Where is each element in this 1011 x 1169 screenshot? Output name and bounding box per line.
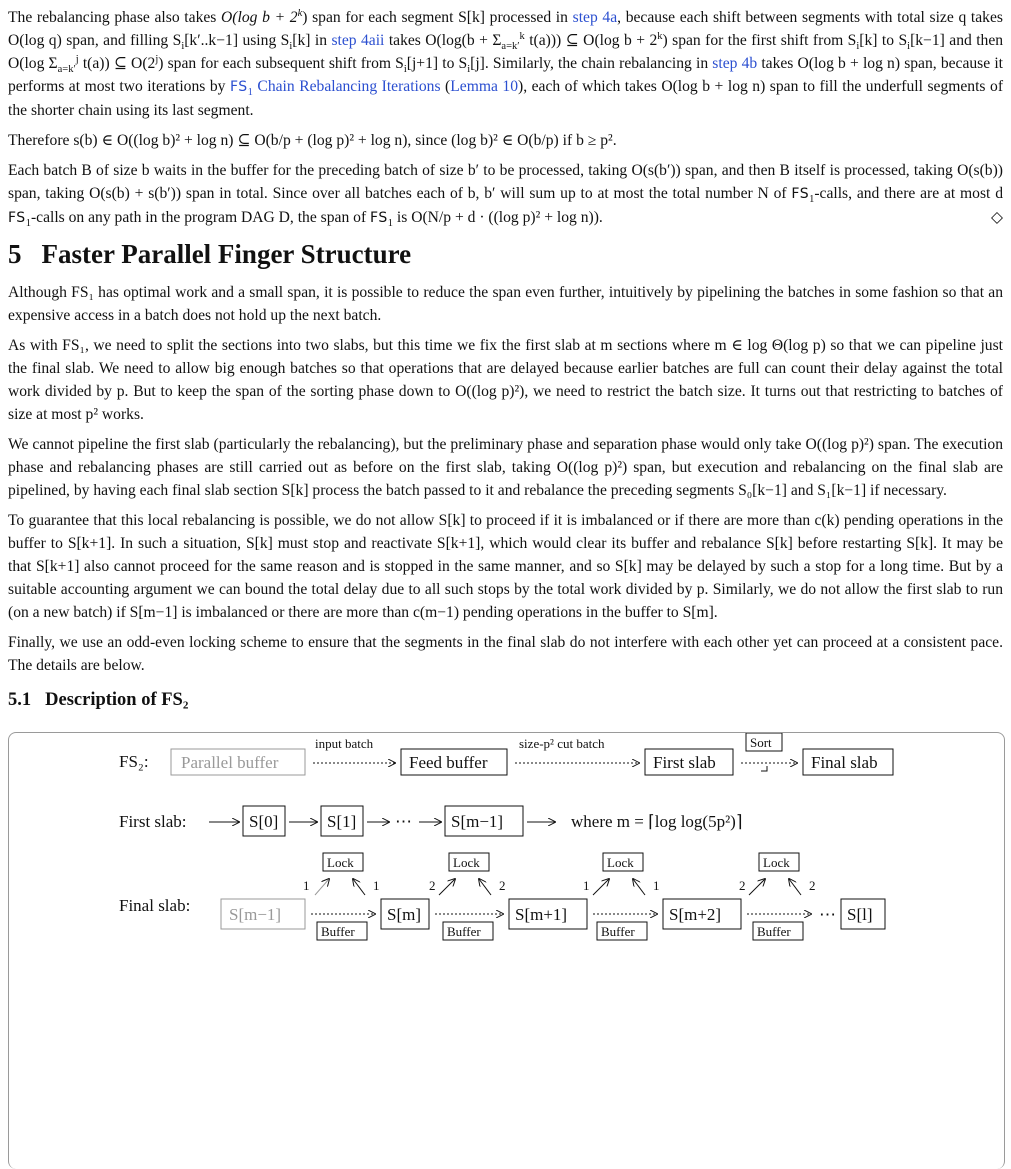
lock-arrow-left-3 — [593, 879, 609, 895]
link-step-4b[interactable]: step 4b — [712, 55, 758, 72]
sort-return-arrow — [761, 766, 767, 771]
text: is O(N/p + d · ((log p)² + log n)). — [393, 209, 603, 226]
text: [j+1] to S — [406, 55, 468, 72]
lock-num-right-1: 1 — [373, 878, 380, 893]
s0-label: S[0] — [249, 812, 279, 831]
link-step-4aii[interactable]: step 4aii — [331, 32, 385, 49]
text: , because each shift between segments with total size q takes O(log q) span, and filling S — [8, 9, 1003, 49]
final-slab-label: Final slab — [811, 753, 878, 772]
section-paragraph-2: As with FS₁, we need to split the sections into two slabs, but this time we fix the first slab at m sections where m ∈ log Θ(log p) so that we can pipeline just the final slab. We need to allow big enough batches so that operations that are delayed because earlier batches are full can count their delay against the total work divided by p. But to keep the span of the sorting phase down to O((log p)²), we need to restrict the batch size. It turns out that restricting to batches of size at most p² works. — [8, 337, 1003, 423]
link-text: Chain Rebalancing Iterations — [252, 78, 441, 95]
fs-symbol: FS — [229, 79, 248, 95]
text: [k′..k−1] using S — [184, 32, 290, 49]
lock-num-right-4: 2 — [809, 878, 816, 893]
buffer-label-2: Buffer — [447, 924, 481, 939]
sort-label: Sort — [750, 735, 772, 750]
smp1-label: S[m+1] — [515, 905, 568, 924]
paper-page — [8, 0, 1003, 727]
section-paragraph-3: We cannot pipeline the first slab (particularly the rebalancing), but the preliminary phase and separation phase would only take O((log p)²) span. The execution phase and rebalancing phases are still carried out as before on the first slab, taking O((log p)²) span, but execution and rebalancing on the final slab are pipelined, by having each final slab section S[k] process the batch passed to it and rebalance the preceding segments S₀[k−1] and S₁[k−1] if necessary. — [8, 436, 1003, 499]
section-number: 5 — [8, 239, 22, 269]
text: [k−1] and then O(log Σ — [8, 32, 1004, 72]
subsection-number: 5.1 — [8, 690, 32, 710]
lock-num-left-1: 1 — [303, 878, 310, 893]
link-step-4a[interactable]: step 4a — [572, 9, 618, 26]
row1-label: FS₂: — [119, 752, 149, 771]
lock-label-3: Lock — [607, 855, 634, 870]
final-sm1-label: S[m−1] — [229, 905, 282, 924]
lock-arrow-right-4 — [789, 879, 801, 895]
lock-arrow-left-1 — [315, 879, 329, 895]
math-sub: 1 — [25, 218, 31, 230]
section-heading — [8, 237, 1003, 271]
subsection-heading — [8, 687, 1003, 713]
fs2-diagram — [9, 733, 1004, 1169]
text: ) span for the first shift from S — [662, 32, 857, 49]
cut-batch-label: size-p² cut batch — [519, 736, 605, 751]
math-sub: i — [907, 41, 911, 53]
math-sub: i — [856, 41, 860, 53]
lock-num-left-2: 2 — [429, 878, 436, 893]
math-sub: 1 — [809, 194, 815, 206]
text: -calls, and there are at most d — [814, 185, 1003, 202]
math-sup: j — [155, 53, 159, 65]
text: [k] to S — [859, 32, 908, 49]
m-definition: where m = ⌈log log(5p²)⌉ — [571, 812, 743, 831]
text: ) span for each subsequent shift from S — [158, 55, 404, 72]
math-sub: i — [467, 64, 471, 76]
paragraph-batch-wait — [8, 159, 1003, 230]
math-sub: i — [289, 41, 293, 53]
lock-num-left-3: 1 — [583, 878, 590, 893]
buffer-label-4: Buffer — [757, 924, 791, 939]
text: [k] in — [292, 32, 332, 49]
text: takes O(log b + log n) span, because it performs at most two iterations by — [8, 55, 1003, 95]
text: ) span for each segment S[k] processed in — [302, 9, 573, 26]
text: t(a)) ⊆ O(2 — [78, 55, 156, 72]
final-dots: ⋯ — [819, 905, 836, 924]
math-sup: k — [519, 30, 525, 42]
text: The rebalancing phase also takes — [8, 9, 222, 26]
math-sub: i — [403, 64, 407, 76]
math-sub: i — [181, 41, 185, 53]
text: [j]. Similarly, the chain rebalancing in — [470, 55, 713, 72]
s1-label: S[1] — [327, 812, 357, 831]
math-sub: 1 — [247, 87, 253, 99]
math-sub: a=k′ — [57, 64, 76, 76]
buffer-label-1: Buffer — [321, 924, 355, 939]
parallel-buffer-label: Parallel buffer — [181, 753, 279, 772]
lock-arrow-right-1 — [353, 879, 365, 895]
sm1-label: S[m−1] — [451, 812, 504, 831]
fs-symbol: FS — [791, 186, 810, 202]
lock-arrow-right-2 — [479, 879, 491, 895]
smp2-label: S[m+2] — [669, 905, 722, 924]
text: ( — [440, 78, 451, 95]
first-slab-label: First slab — [653, 753, 716, 772]
lock-arrow-left-4 — [749, 879, 765, 895]
lock-arrow-right-3 — [633, 879, 645, 895]
lock-num-right-2: 2 — [499, 878, 506, 893]
feed-buffer-label: Feed buffer — [409, 753, 488, 772]
link-fs1-chain-rebalancing[interactable] — [229, 78, 441, 99]
qed-symbol: ◇ — [991, 209, 1003, 226]
fs-symbol: FS — [8, 210, 26, 226]
text: ), each of which takes O(log b + log n) span to fill the underfull segments of the shorter chain using its last segment. — [8, 78, 1004, 119]
lock-num-left-4: 2 — [739, 878, 746, 893]
paragraph-rebalancing-span — [8, 6, 1003, 122]
section-paragraph-4: To guarantee that this local rebalancing is possible, we do not allow S[k] to proceed if it is imbalanced or if there are more than c(k) pending operations in the buffer to S[k+1]. In such a situation, S[k] must stop and reactivate S[k+1], which would clear its buffer and rebalance S[k] before restarting S[k]. It may be that S[k+1] also cannot proceed for the same reason and is stopped in the same manner, and so S[k] may be delayed by such a stop for a long time. But by a suitable accounting argument we can bound the total delay due to all such stops by the total work divided by p. Similarly, we do not allow the first slab to run (on a new batch) if S[m−1] is imbalanced or there are more than c(m−1) pending operations in the buffer to S[m]. — [8, 512, 1003, 621]
math-sup: k — [657, 30, 663, 42]
math-sub: 1 — [387, 218, 393, 230]
math-sup: k — [297, 7, 303, 19]
text: t(a))) ⊆ O(log b + 2 — [524, 32, 658, 49]
link-lemma-10[interactable]: Lemma 10 — [450, 78, 518, 95]
text: takes O(log(b + Σ — [384, 32, 502, 49]
lock-arrow-left-2 — [439, 879, 455, 895]
lock-num-right-3: 1 — [653, 878, 660, 893]
text: -calls on any path in the program DAG D, the span of — [30, 209, 371, 226]
paragraph-therefore: Therefore s(b) ∈ O((log b)² + log n) ⊆ O(b/p + (log p)² + log n), since (log b)² ∈ O(b/p) if b ≥ p². — [8, 132, 617, 149]
fs-symbol: FS — [370, 210, 388, 226]
math: O(log b + 2 — [221, 9, 298, 26]
text: Each batch B of size b waits in the buffer for the preceding batch of size b′ to be processed, taking O(s(b′)) span, and then B itself is processed, taking O(s(b)) span, taking O(s(b) + s(b′)) span in total. Since over all batches each of b, b′ will sum up to at most the total number N of — [8, 162, 1003, 202]
sm-label: S[m] — [387, 905, 421, 924]
fs2-structure-figure — [8, 732, 1005, 1169]
math-sup: j — [75, 53, 79, 65]
lock-label-4: Lock — [763, 855, 790, 870]
section-paragraph-1: Although FS₁ has optimal work and a small span, it is possible to reduce the span even further, intuitively by pipelining the batches in some fashion so that an expensive access in a batch does not hold up the next batch. — [8, 284, 1003, 324]
buffer-label-3: Buffer — [601, 924, 635, 939]
row2-label: First slab: — [119, 812, 187, 831]
lock-label-1: Lock — [327, 855, 354, 870]
math-sub: a=k′ — [501, 41, 520, 53]
section-paragraph-5: Finally, we use an odd-even locking scheme to ensure that the segments in the final slab do not interfere with each other yet can proceed at a consistent pace. The details are below. — [8, 634, 1003, 674]
dots: ⋯ — [395, 812, 412, 831]
lock-label-2: Lock — [453, 855, 480, 870]
row3-label: Final slab: — [119, 896, 191, 915]
section-title: Faster Parallel Finger Structure — [41, 239, 412, 269]
sl-label: S[l] — [847, 905, 873, 924]
input-batch-label: input batch — [315, 736, 374, 751]
subsection-title: Description of FS₂ — [45, 690, 189, 710]
